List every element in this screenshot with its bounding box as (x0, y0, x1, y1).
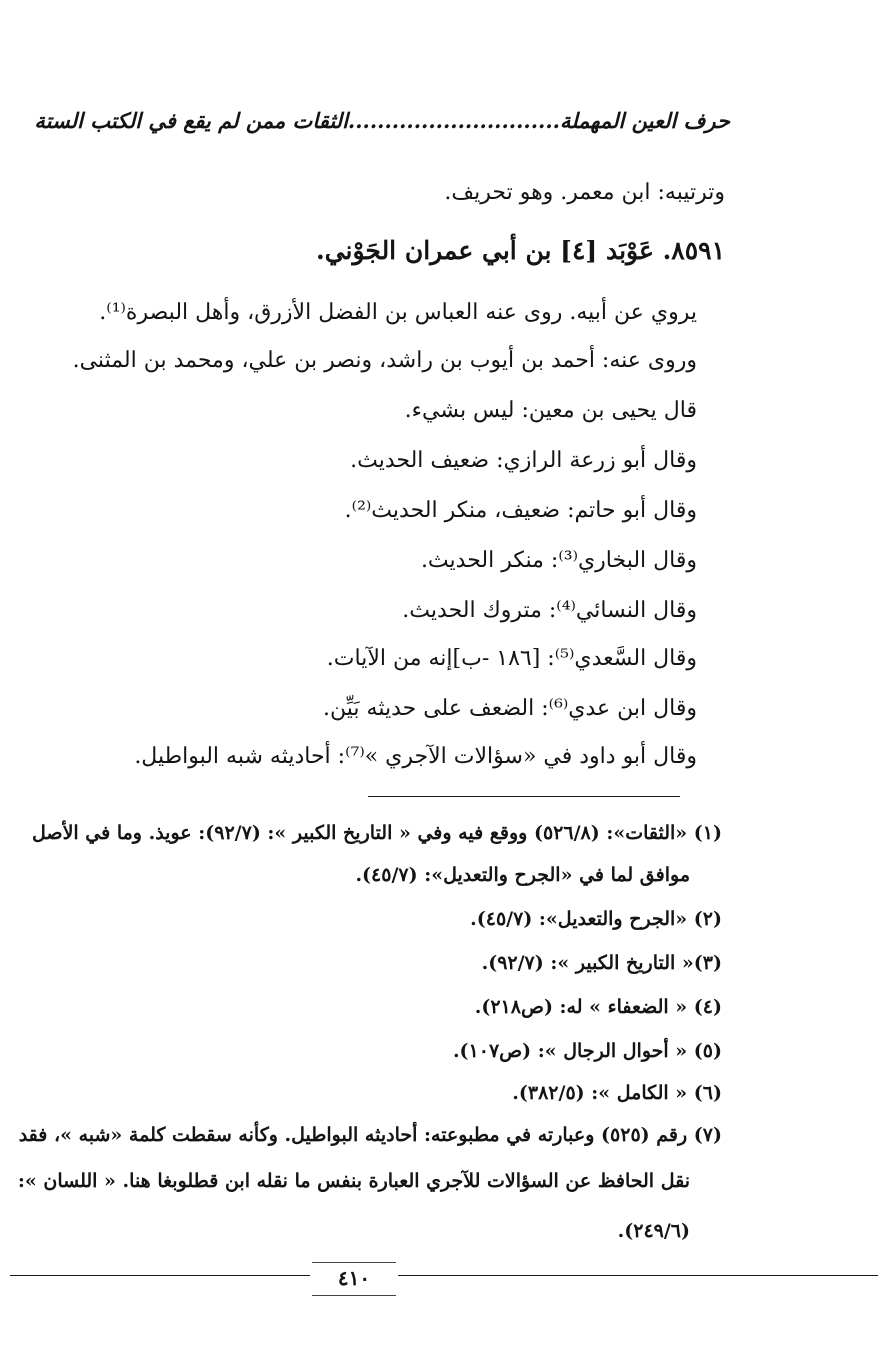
footnote-4: (٤) « الضعفاء » له: (ص٢١٨). (474, 996, 722, 1018)
footnote-7-end: (٢٤٩/٦). (617, 1220, 690, 1242)
body-line-10: وقال أبو داود في «سؤالات الآجري »⁽⁷⁾: أحاديثه شبه البواطيل. (134, 744, 697, 769)
footnote-2: (٢) «الجرح والتعديل»: (٤٥/٧). (470, 908, 722, 930)
footnote-separator (368, 796, 680, 797)
body-line-1: يروي عن أبيه. روى عنه العباس بن الفضل الأزرق، وأهل البصرة⁽¹⁾. (99, 300, 697, 325)
footnote-6: (٦) « الكامل »: (٣٨٢/٥). (512, 1082, 722, 1104)
footnote-7: (٧) رقم (٥٢٥) وعبارته في مطبوعته: أحاديثه البواطيل. وكأنه سقطت كلمة «شبه »، فقد (18, 1124, 722, 1146)
body-line-7: وقال النسائي⁽⁴⁾: متروك الحديث. (402, 598, 697, 623)
footnote-1-continued: موافق لما في «الجرح والتعديل»: (٤٥/٧). (355, 864, 690, 886)
footnote-7-continued: نقل الحافظ عن السؤالات للآجري العبارة بنفس ما نقله ابن قطلوبغا هنا. « اللسان »: (17, 1170, 690, 1192)
bottom-rule-left (10, 1275, 310, 1276)
body-line-9: وقال ابن عدي⁽⁶⁾: الضعف على حديثه بَيِّن. (323, 696, 697, 721)
footnote-1: (١) «الثقات»: (٥٢٦/٨) ووقع فيه وفي « التاريخ الكبير »: (٩٢/٧): عويذ. وما في الأصل (32, 822, 722, 844)
bottom-rule-right (398, 1275, 878, 1276)
body-line-8: وقال السَّعدي⁽⁵⁾: [١٨٦ -ب]إنه من الآيات. (326, 646, 697, 671)
footnote-5: (٥) « أحوال الرجال »: (ص١٠٧). (452, 1040, 722, 1062)
page-number: ٤١٠ (312, 1262, 396, 1296)
body-line-6: وقال البخاري⁽³⁾: منكر الحديث. (420, 548, 697, 573)
entry-title: ٨٥٩١. عَوْبَد [٤] بن أبي عمران الجَوْني. (316, 236, 725, 265)
intro-line: وترتيبه: ابن معمر. وهو تحريف. (444, 180, 725, 205)
body-line-3: قال يحيى بن معين: ليس بشيء. (404, 398, 697, 423)
body-line-5: وقال أبو حاتم: ضعيف، منكر الحديث⁽²⁾. (344, 498, 697, 523)
body-line-4: وقال أبو زرعة الرازي: ضعيف الحديث. (350, 448, 697, 473)
running-header: حرف العين المهملة.............................الثقات ممن لم يقع في الكتب الستة (34, 108, 730, 133)
footnote-3: (٣)« التاريخ الكبير »: (٩٢/٧). (481, 952, 722, 974)
body-line-2: وروى عنه: أحمد بن أيوب بن راشد، ونصر بن علي، ومحمد بن المثنى. (72, 348, 697, 373)
